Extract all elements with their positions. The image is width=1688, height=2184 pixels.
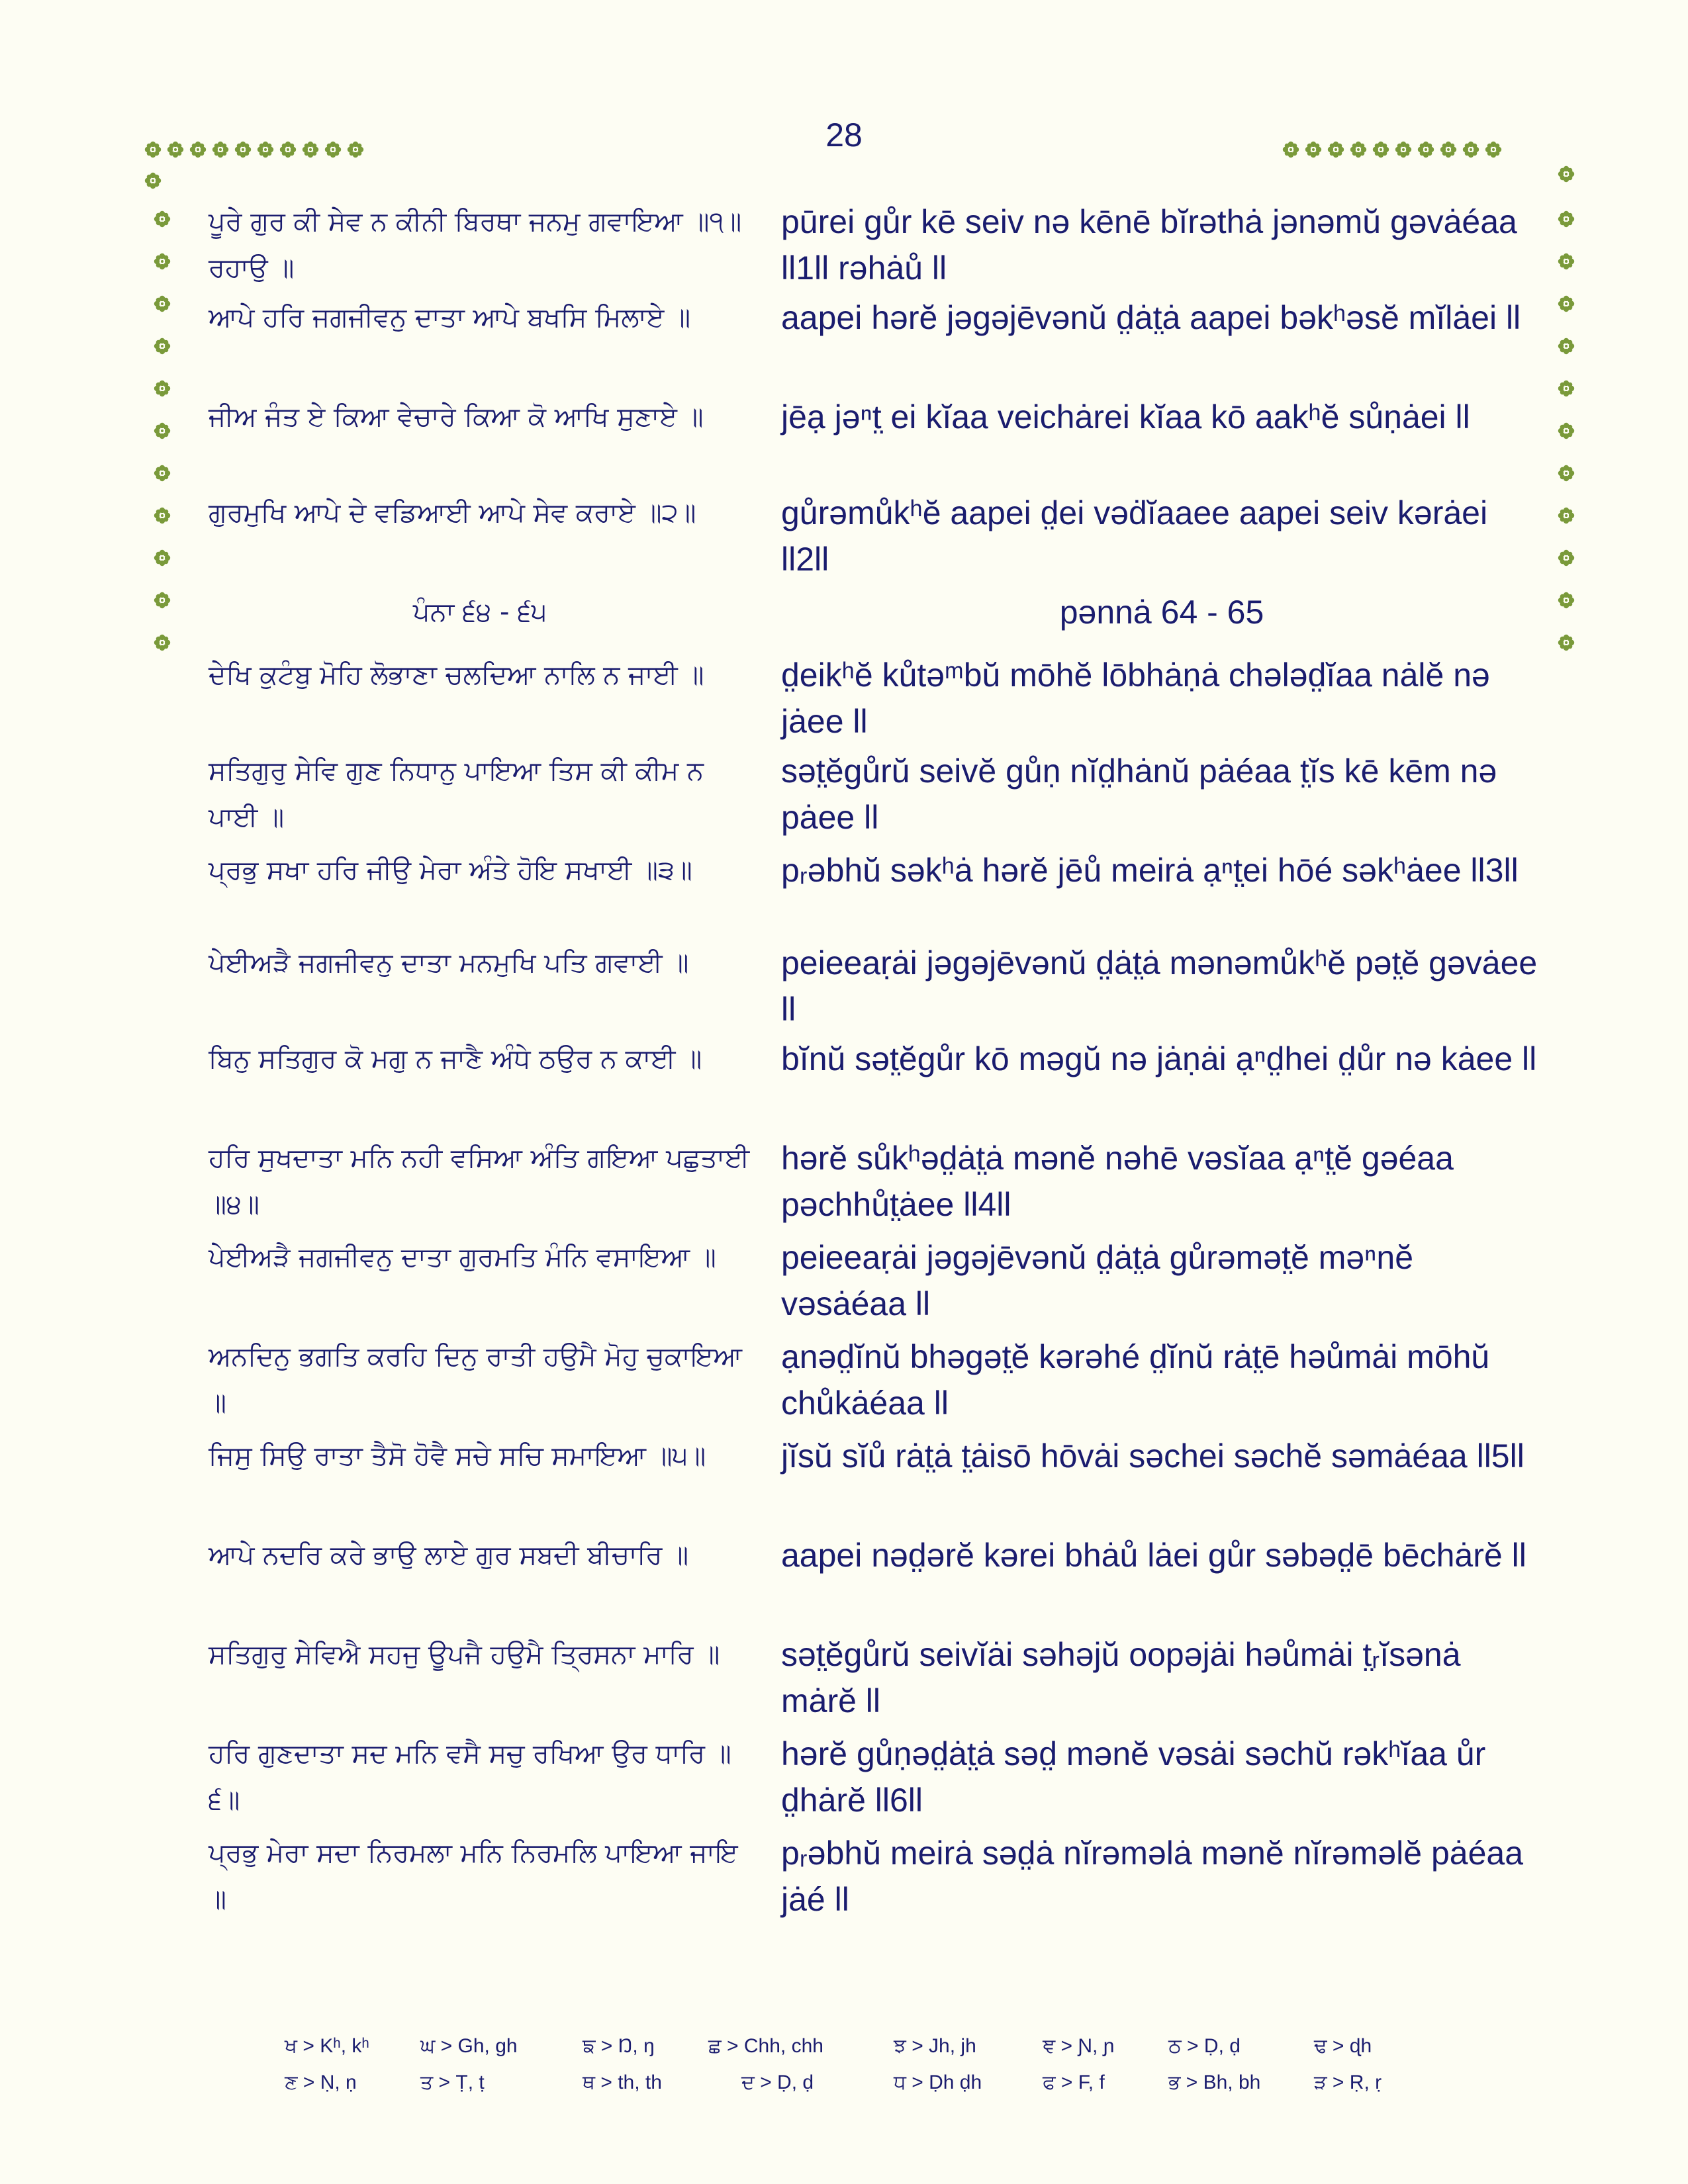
- flower-icon: [257, 141, 274, 158]
- legend-item: ਭ > Bh, bh: [1168, 2071, 1261, 2093]
- flower-icon: [1485, 141, 1502, 158]
- gurmukhi-text: ਬਿਨੁ ਸਤਿਗੁਰ ਕੋ ਮਗੁ ਨ ਜਾਣੈ ਅੰਧੇ ਠਉਰ ਨ ਕਾਈ ॥: [209, 1044, 702, 1074]
- transliteration-text: ạnəd̤ĭnŭ bhəgət̤ĕ kərəhé d̤ĭnŭ rȧt̤ē həůmȧi mōhŭ chůkȧéaa ll: [781, 1338, 1490, 1422]
- flower-icon: [234, 141, 252, 158]
- flower-icon: [1440, 141, 1457, 158]
- gurmukhi-text: ਦੇਖਿ ਕੁਟੰਬੁ ਮੋਹਿ ਲੋਭਾਣਾ ਚਲਦਿਆ ਨਾਲਿ ਨ ਜਾਈ ॥: [209, 660, 704, 690]
- transliteration-text: pūrei gůr kē seiv nə kēnē bĭrəthȧ jənəmŭ gəvȧéaa ll1ll rəhȧů ll: [781, 203, 1517, 287]
- flower-icon: [154, 422, 171, 439]
- legend-item: ਣ > Ṇ, ṇ: [285, 2071, 357, 2093]
- transliteration-text: peieeaṛȧi jəgəjēvənŭ d̤ȧt̤ȧ mənəmůkʰĕ pət̤ĕ gəvȧee ll: [781, 944, 1538, 1028]
- transliteration-text: pənnȧ 64 - 65: [1059, 594, 1264, 631]
- flower-icon: [154, 507, 171, 524]
- flower-icon: [1417, 141, 1434, 158]
- gurmukhi-text: ਸਤਿਗੁਰੁ ਸੇਵਿ ਗੁਣ ਨਿਧਾਨੁ ਪਾਇਆ ਤਿਸ ਕੀ ਕੀਮ ਨ ਪਾਈ ॥: [209, 756, 704, 833]
- gurmukhi-text: ਜਿਸੁ ਸਿਉ ਰਾਤਾ ਤੈਸੋ ਹੋਵੈ ਸਚੇ ਸਚਿ ਸਮਾਇਆ ॥੫॥: [209, 1441, 706, 1471]
- gurmukhi-text: ਆਪੇ ਨਦਰਿ ਕਰੇ ਭਾਉ ਲਾਏ ਗੁਰ ਸਬਦੀ ਬੀਚਾਰਿ ॥: [209, 1540, 689, 1570]
- flower-icon: [1558, 422, 1575, 439]
- flower-icon: [154, 549, 171, 567]
- gurmukhi-text: ਪੂਰੇ ਗੁਰ ਕੀ ਸੇਵ ਨ ਕੀਨੀ ਬਿਰਥਾ ਜਨਮੁ ਗਵਾਇਆ ॥੧॥ ਰਹਾਉ ॥: [209, 206, 742, 283]
- transliteration-text: pᵣəbhŭ meirȧ səd̤ȧ nĭrəməlȧ mənĕ nĭrəməlĕ pȧéaa jȧé ll: [781, 1835, 1523, 1918]
- flower-icon: [1558, 549, 1575, 567]
- legend-item: ਠ > Ḍ, ḍ: [1168, 2035, 1241, 2057]
- gurmukhi-text: ਪ੍ਰਭੁ ਮੇਰਾ ਸਦਾ ਨਿਰਮਲਾ ਮਨਿ ਨਿਰਮਲਿ ਪਾਇਆ ਜਾਇ ॥: [209, 1838, 738, 1915]
- gurmukhi-text: ਆਪੇ ਹਰਿ ਜਗਜੀਵਨੁ ਦਾਤਾ ਆਪੇ ਬਖਸਿ ਮਿਲਾਏ ॥: [209, 302, 691, 333]
- flower-icon: [1558, 380, 1575, 397]
- flower-icon: [144, 141, 162, 158]
- legend-item: ੜ > Ṛ, ṛ: [1314, 2071, 1382, 2093]
- flower-icon: [1558, 253, 1575, 270]
- transliteration-text: aapei nəd̤ərĕ kərei bhȧů lȧei gůr səbəd̤ē bēchȧrĕ ll: [781, 1537, 1526, 1574]
- flower-icon: [154, 210, 171, 228]
- flower-icon: [154, 338, 171, 355]
- transliteration-text: d̤eikʰĕ kůtəᵐbŭ mōhĕ lōbhȧṇȧ chələd̤ĭaa nȧlĕ nə jȧee ll: [781, 657, 1490, 740]
- flower-icon: [154, 295, 171, 312]
- gurmukhi-text: ਜੀਅ ਜੰਤ ਏ ਕਿਆ ਵੇਚਾਰੇ ਕਿਆ ਕੋ ਆਖਿ ਸੁਣਾਏ ॥: [209, 402, 704, 432]
- flower-icon: [154, 592, 171, 609]
- flower-icon: [1350, 141, 1367, 158]
- gurmukhi-text: ਹਰਿ ਸੁਖਦਾਤਾ ਮਨਿ ਨਹੀ ਵਸਿਆ ਅੰਤਿ ਗਇਆ ਪਛੁਤਾਈ ॥੪॥: [209, 1143, 750, 1220]
- flower-icon: [1558, 465, 1575, 482]
- gurmukhi-text: ਹਰਿ ਗੁਣਦਾਤਾ ਸਦ ਮਨਿ ਵਸੈ ਸਚੁ ਰਖਿਆ ਉਰ ਧਾਰਿ ॥੬॥: [209, 1739, 731, 1815]
- gurmukhi-text: ਗੁਰਮੁਖਿ ਆਪੇ ਦੇ ਵਡਿਆਈ ਆਪੇ ਸੇਵ ਕਰਾਏ ॥੨॥: [209, 498, 696, 528]
- flower-icon: [154, 465, 171, 482]
- flower-icon: [1558, 507, 1575, 524]
- flower-icon: [1558, 165, 1575, 183]
- flower-icon: [1558, 634, 1575, 651]
- flower-icon: [189, 141, 207, 158]
- legend-item: ਞ > Ɲ, ɲ: [1043, 2035, 1115, 2057]
- flower-icon: [347, 141, 364, 158]
- transliteration-text: jĭsŭ sĭů rȧt̤ȧ t̤ȧisō hōvȧi səchei səchĕ səmȧéaa ll5ll: [781, 1437, 1524, 1475]
- transliteration-text: gůrəmůkʰĕ aapei d̤ei vəḋĭaaee aapei seiv kərȧei ll2ll: [781, 494, 1488, 578]
- legend-item: ਥ > th, th: [583, 2071, 662, 2093]
- flower-icon: [302, 141, 319, 158]
- flower-icon: [144, 172, 162, 189]
- transliteration-text: jēạ jəⁿt̤ ei kĭaa veichȧrei kĭaa kō aakʰĕ sůṇȧei ll: [781, 398, 1470, 435]
- gurmukhi-text: ਪ੍ਰਭੁ ਸਖਾ ਹਰਿ ਜੀਉ ਮੇਰਾ ਅੰਤੇ ਹੋਇ ਸਖਾਈ ॥੩॥: [209, 855, 692, 886]
- flower-icon: [1327, 141, 1344, 158]
- transliteration-text: bĭnŭ sət̤ĕgůr kō məgŭ nə jȧṇȧi ạⁿd̤hei d̤ůr nə kȧee ll: [781, 1040, 1537, 1077]
- flower-icon: [324, 141, 342, 158]
- page-number: 28: [825, 116, 863, 154]
- flower-icon: [1558, 338, 1575, 355]
- legend-item: ਖ > Kʰ, kʰ: [285, 2035, 369, 2057]
- gurmukhi-text: ਅਨਦਿਨੁ ਭਗਤਿ ਕਰਹਿ ਦਿਨੁ ਰਾਤੀ ਹਉਮੈ ਮੋਹੁ ਚੁਕਾਇਆ ॥: [209, 1342, 743, 1418]
- flower-icon: [1282, 141, 1299, 158]
- flower-icon: [154, 634, 171, 651]
- gurmukhi-text: ਸਤਿਗੁਰੁ ਸੇਵਿਐ ਸਹਜੁ ਊਪਜੈ ਹਉਮੈ ਤ੍ਰਿਸਨਾ ਮਾਰਿ ॥: [209, 1639, 720, 1670]
- flower-icon: [154, 253, 171, 270]
- transliteration-text: sət̤ĕgůrŭ seivĕ gůṇ nĭd̤hȧnŭ pȧéaa t̤ĭs kē kēm nə pȧee ll: [781, 752, 1497, 836]
- legend-item: ਝ > Jh, jh: [894, 2035, 976, 2057]
- transliteration-text: aapei hərĕ jəgəjēvənŭ d̤ȧt̤ȧ aapei bəkʰəsĕ mĭlȧei ll: [781, 299, 1521, 336]
- flower-icon: [1372, 141, 1389, 158]
- flower-icon: [167, 141, 184, 158]
- transliteration-text: sət̤ĕgůrŭ seivĭȧi səhəjŭ oopəjȧi həůmȧi t̤ᵣĭsənȧ mȧrĕ ll: [781, 1636, 1461, 1719]
- transliteration-text: pᵣəbhŭ səkʰȧ hərĕ jēů meirȧ ạⁿt̤ei hōé səkʰȧee ll3ll: [781, 852, 1519, 889]
- legend-item: ਫ > F, f: [1043, 2071, 1105, 2093]
- legend-item: ਛ > Chh, chh: [708, 2035, 823, 2057]
- transliteration-text: hərĕ gůṇəd̤ȧt̤ȧ səd̤ mənĕ vəsȧi səchŭ rəkʰĭaa ůr d̤hȧrĕ ll6ll: [781, 1735, 1486, 1819]
- gurmukhi-text: ਪੇਈਅੜੈ ਜਗਜੀਵਨੁ ਦਾਤਾ ਮਨਮੁਖਿ ਪਤਿ ਗਵਾਈ ॥: [209, 948, 689, 978]
- flower-icon: [1462, 141, 1479, 158]
- flower-icon: [1395, 141, 1412, 158]
- flower-icon: [1558, 210, 1575, 228]
- flower-icon: [1305, 141, 1322, 158]
- legend-item: ਘ > Gh, gh: [420, 2035, 518, 2057]
- flower-icon: [212, 141, 229, 158]
- legend-item: ਤ > Ṭ, ṭ: [420, 2071, 485, 2093]
- legend-item: ਙ > Ŋ, ŋ: [583, 2035, 655, 2057]
- flower-icon: [279, 141, 297, 158]
- flower-icon: [1558, 592, 1575, 609]
- legend-item: ਧ > Ḍh ḍh: [894, 2071, 982, 2093]
- legend-item: ਢ > ɖh: [1314, 2035, 1372, 2057]
- legend-item: ਦ > Ḍ, ḍ: [741, 2071, 814, 2093]
- gurmukhi-text: ਪੇਈਅੜੈ ਜਗਜੀਵਨੁ ਦਾਤਾ ਗੁਰਮਤਿ ਮੰਨਿ ਵਸਾਇਆ ॥: [209, 1242, 716, 1273]
- flower-icon: [154, 380, 171, 397]
- flower-icon: [1558, 295, 1575, 312]
- gurmukhi-text: ਪੰਨਾ ੬੪ - ੬੫: [412, 597, 547, 627]
- transliteration-text: peieeaṛȧi jəgəjēvənŭ d̤ȧt̤ȧ gůrəmət̤ĕ məⁿnĕ vəsȧéaa ll: [781, 1239, 1414, 1322]
- transliteration-text: hərĕ sůkʰəd̤ȧt̤ȧ mənĕ nəhē vəsĭaa ạⁿt̤ĕ gəéaa pəchhůt̤ȧee ll4ll: [781, 1140, 1454, 1223]
